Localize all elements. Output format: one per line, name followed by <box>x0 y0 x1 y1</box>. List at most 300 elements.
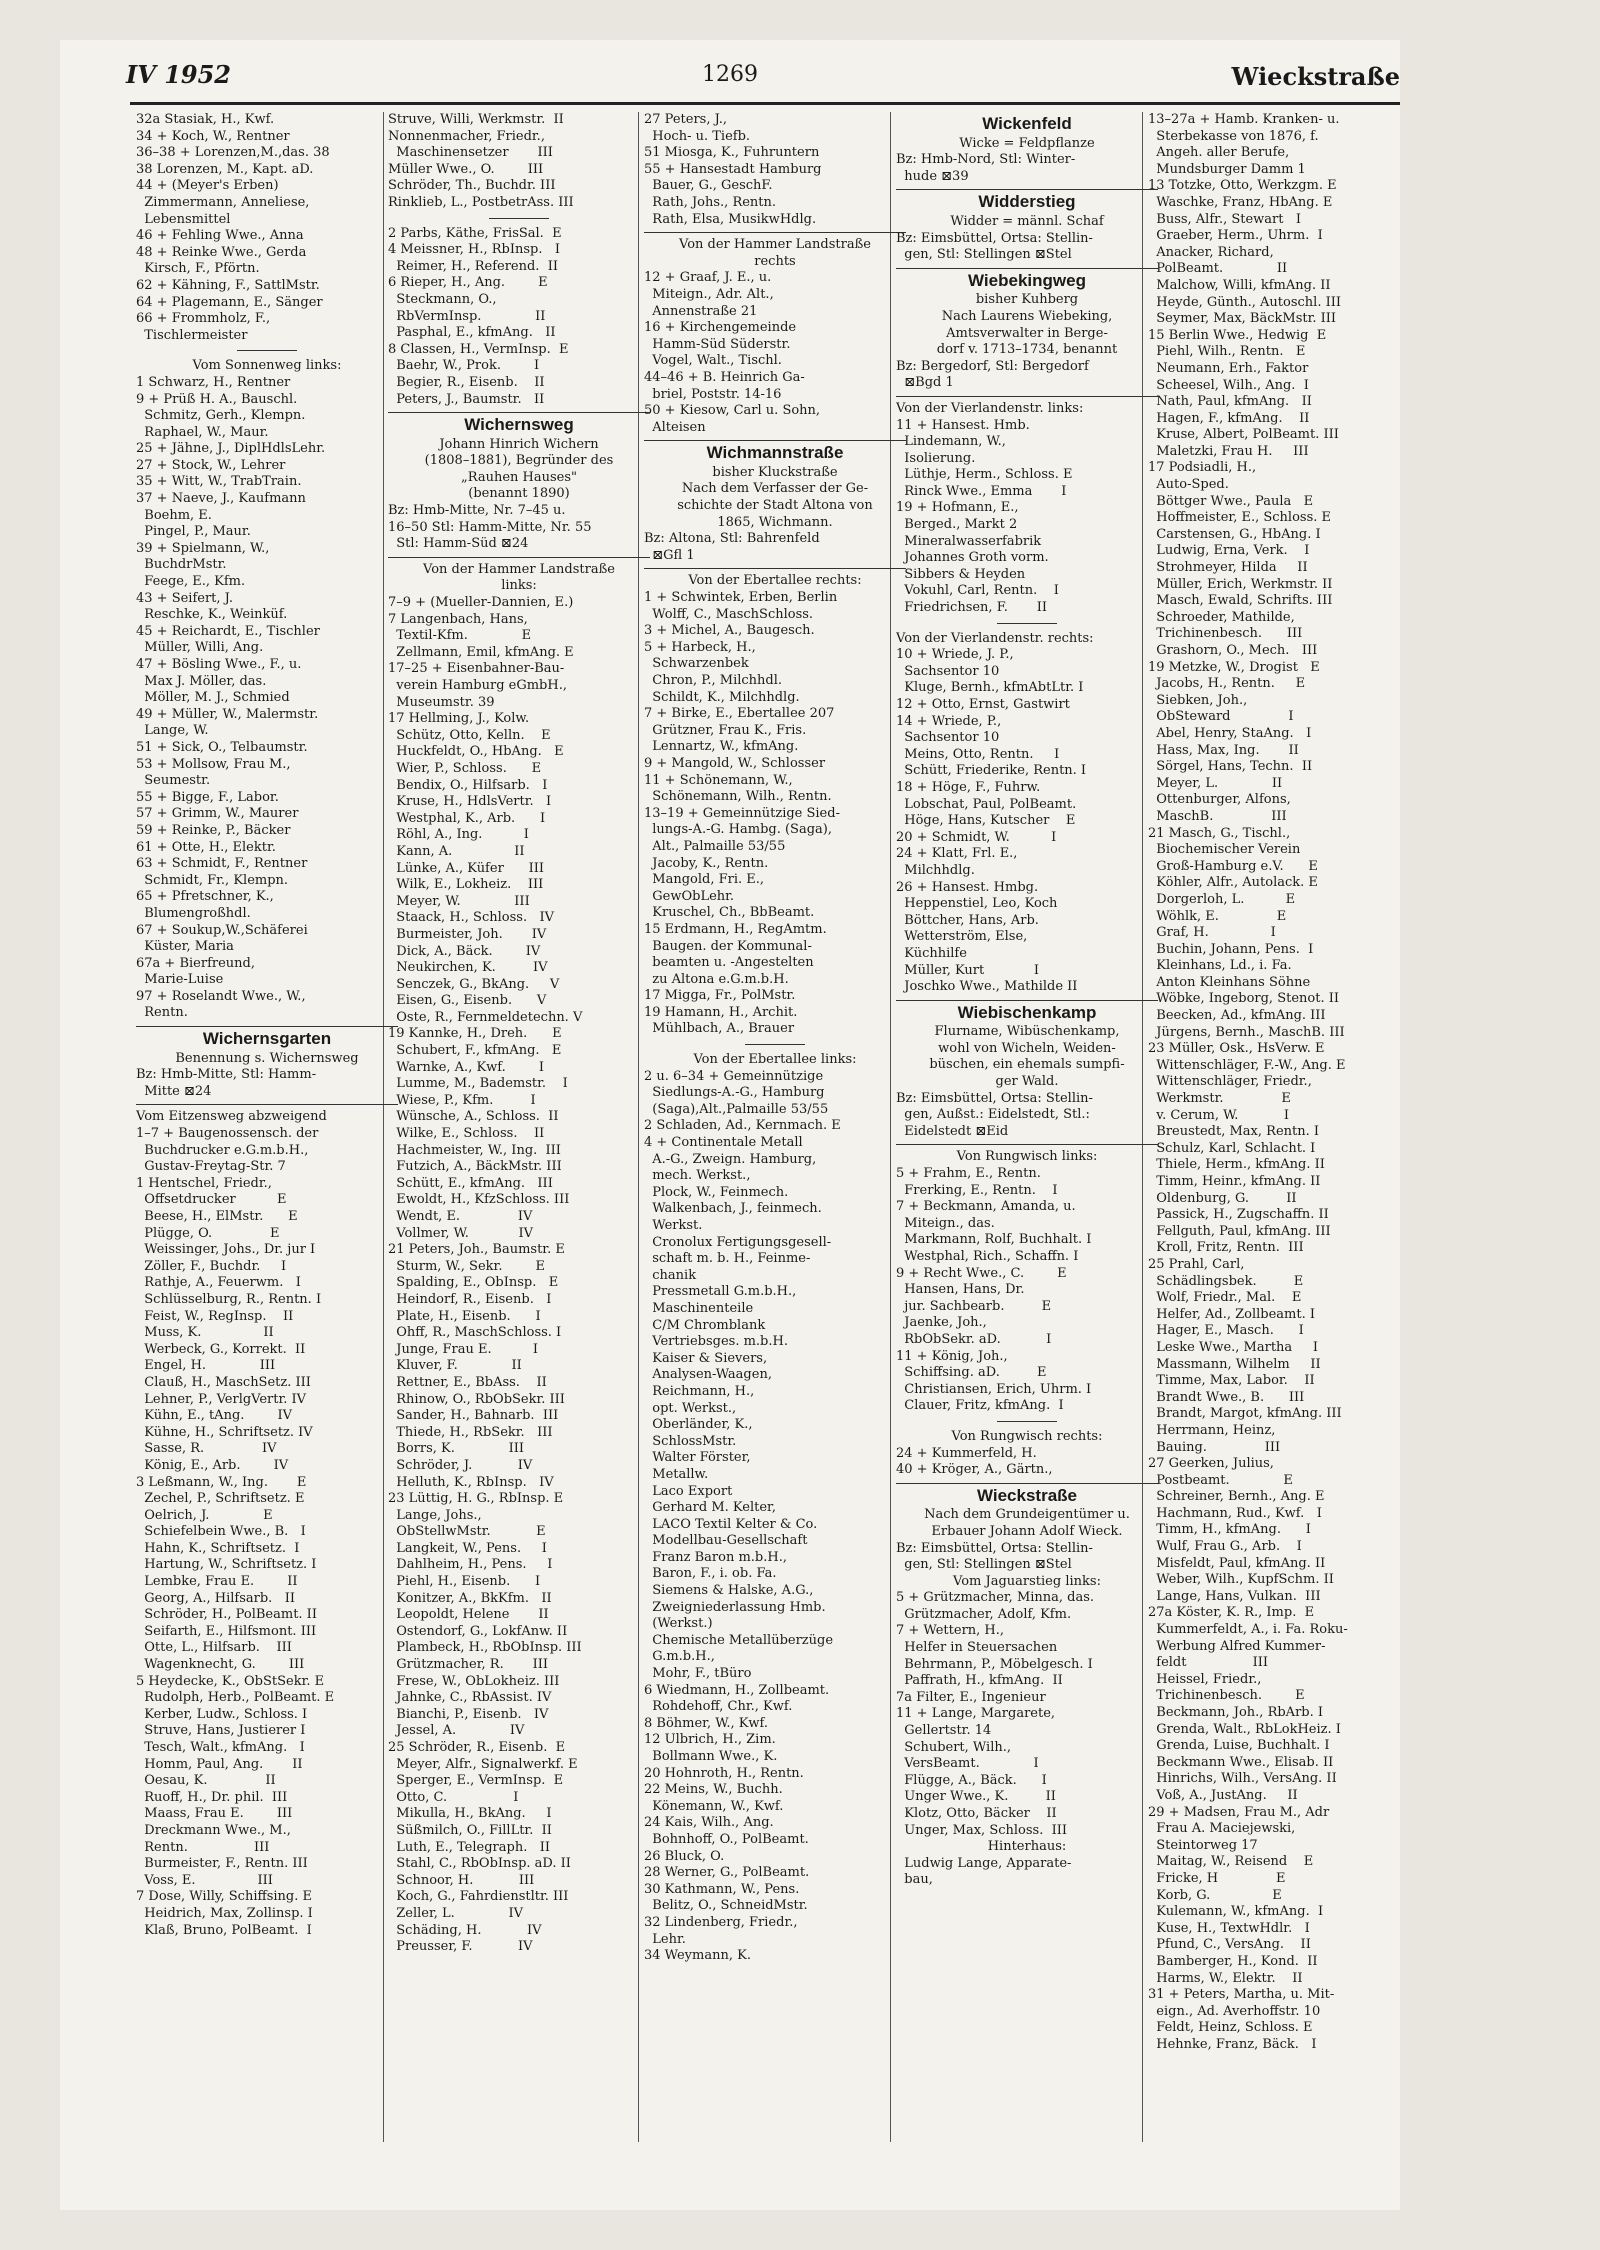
directory-entry: Mangold, Fri. E., <box>644 872 765 888</box>
directory-entry: Unger Wwe., K. II <box>896 1789 1056 1805</box>
directory-entry: Mineralwasserfabrik <box>896 533 1042 549</box>
directory-entry: Joschko Wwe., Mathilde II <box>896 979 1078 995</box>
directory-entry: Weissinger, Johs., Dr. jur I <box>136 1242 316 1258</box>
directory-entry: Struve, Willi, Werkmstr. II <box>388 112 564 127</box>
directory-entry: Flügge, A., Bäck. I <box>896 1772 1047 1788</box>
directory-entry: C/M Chromblank <box>644 1317 766 1333</box>
directory-entry: Jahnke, C., RbAssist. IV <box>388 1690 552 1706</box>
directory-entry: schaft m. b. H., Feinme- <box>644 1251 811 1267</box>
directory-entry: Malchow, Willi, kfmAng. II <box>1148 277 1331 293</box>
directory-entry: opt. Werkst., <box>644 1400 737 1416</box>
directory-entry: 20 Hohnroth, H., Rentn. <box>644 1765 804 1781</box>
directory-entry: 8 Böhmer, W., Kwf. <box>644 1715 769 1731</box>
directory-entry: Ludwig, Erna, Verk. I <box>1148 543 1310 559</box>
directory-entry: Lünke, A., Küfer III <box>388 860 544 876</box>
directory-entry: bau, <box>896 1872 933 1888</box>
directory-entry: Nath, Paul, kfmAng. II <box>1148 394 1312 410</box>
directory-entry: 17 Hellming, J., Kolw. <box>388 711 530 727</box>
directory-entry: Kleinhans, Ld., i. Fa. <box>1148 958 1292 974</box>
directory-entry: chanik <box>644 1267 697 1283</box>
directory-entry: Heissel, Friedr., <box>1148 1671 1262 1687</box>
directory-entry: Ruoff, H., Dr. phil. III <box>136 1789 288 1805</box>
directory-entry: 26 Bluck, O. <box>644 1848 725 1864</box>
section-rule <box>388 412 650 413</box>
directory-entry: Bz: Eimsbüttel, Ortsa: Stellin- <box>896 1540 1093 1556</box>
directory-entry: GewObLehr. <box>644 888 735 904</box>
directory-entry: Rinck Wwe., Emma I <box>896 483 1067 499</box>
directory-entry: Schubert, Wilh., <box>896 1739 1012 1755</box>
directory-entry: Ottenburger, Alfons, <box>1148 792 1291 808</box>
directory-entry: VersBeamt. I <box>896 1756 1039 1772</box>
directory-entry: Bz: Hmb-Mitte, Nr. 7–45 u. <box>388 503 566 519</box>
directory-entry: Maschinensetzer III <box>388 145 553 161</box>
directory-entry: König, E., Arb. IV <box>136 1457 289 1473</box>
directory-entry: 66 + Frommholz, F., <box>136 311 271 327</box>
directory-entry: lungs-A.-G. Hambg. (Saga), <box>644 822 832 838</box>
street-note: Wicke = Feldpflanze <box>959 135 1095 151</box>
directory-entry: Luth, E., Telegraph. II <box>388 1839 551 1855</box>
directory-entry: Oberländer, K., <box>644 1417 753 1433</box>
directory-entry: 5 + Grützmacher, Minna, das. <box>896 1590 1095 1606</box>
directory-entry: Rathje, A., Feuerwm. I <box>136 1275 301 1291</box>
directory-entry: Oelrich, J. E <box>136 1507 273 1523</box>
directory-entry: Frau A. Maciejewski, <box>1148 1821 1296 1837</box>
directory-entry: 32a Stasiak, H., Kwf. <box>136 112 275 127</box>
directory-entry: 13 Totzke, Otto, Werkzgm. E <box>1148 178 1337 194</box>
directory-entry: 7–9 + (Mueller-Dannien, E.) <box>388 595 574 611</box>
directory-entry: Schubert, F., kfmAng. E <box>388 1043 562 1059</box>
street-heading: Wichmannstraße <box>706 443 844 463</box>
directory-entry: 46 + Fehling Wwe., Anna <box>136 228 304 244</box>
street-note: Von Rungwisch links: <box>956 1149 1098 1165</box>
directory-entry: Lindemann, W., <box>896 434 1006 450</box>
directory-entry: Clauß, H., MaschSetz. III <box>136 1374 311 1390</box>
directory-entry: Werkst. <box>644 1218 703 1233</box>
directory-entry: Bauer, G., GeschF. <box>644 178 773 194</box>
directory-entry: Heyde, Günth., Autoschl. III <box>1148 294 1342 310</box>
directory-entry: Schütt, E., kfmAng. III <box>388 1175 553 1191</box>
directory-entry: 21 Peters, Joh., Baumstr. E <box>388 1242 565 1258</box>
directory-entry: Piehl, H., Eisenb. I <box>388 1574 541 1590</box>
directory-entry: Groß-Hamburg e.V. E <box>1148 858 1318 874</box>
street-heading: Wieckstraße <box>976 1485 1077 1505</box>
directory-entry: Nonnenmacher, Friedr., <box>388 128 545 144</box>
directory-entry: 7 + Birke, E., Ebertallee 207 <box>644 706 835 722</box>
street-note: Erbauer Johann Adolf Wieck. <box>931 1523 1123 1539</box>
directory-entry: Brandt, Margot, kfmAng. III <box>1148 1406 1342 1422</box>
directory-entry: 1 + Schwintek, Erben, Berlin <box>644 590 838 606</box>
section-rule <box>644 232 906 233</box>
directory-entry: Klaß, Bruno, PolBeamt. I <box>136 1922 312 1938</box>
directory-entry: Schütz, Otto, Kelln. E <box>388 727 551 743</box>
directory-entry: Plate, H., Eisenb. I <box>388 1308 541 1324</box>
directory-entry: Westphal, K., Arb. I <box>388 810 546 826</box>
directory-entry: Kulemann, W., kfmAng. I <box>1148 1904 1324 1920</box>
header-rule <box>130 102 1400 105</box>
directory-entry: Grashorn, O., Mech. III <box>1148 643 1318 658</box>
directory-entry: Lüthje, Herm., Schloss. E <box>896 467 1073 483</box>
directory-entry: Buchin, Johann, Pens. I <box>1148 941 1314 957</box>
directory-entry: Junge, Frau E. I <box>388 1341 539 1357</box>
directory-entry: Berged., Markt 2 <box>896 517 1018 533</box>
directory-entry: Reimer, H., Referend. II <box>388 258 558 274</box>
directory-entry: Chron, P., Milchhdl. <box>644 673 783 688</box>
directory-entry: G.m.b.H., <box>644 1649 715 1665</box>
section-rule <box>896 189 1158 190</box>
directory-entry: Eidelstedt ⊠Eid <box>896 1123 1009 1139</box>
street-note: Amtsverwalter in Berge- <box>946 325 1108 341</box>
directory-entry: 12 + Otto, Ernst, Gastwirt <box>896 697 1070 712</box>
directory-entry: Buss, Alfr., Stewart I <box>1148 211 1302 227</box>
directory-entry: Westphal, Rich., Schaffn. I <box>896 1249 1079 1264</box>
directory-entry: 18 + Höge, F., Fuhrw. <box>896 779 1041 795</box>
directory-entry: ObSteward I <box>1148 709 1294 725</box>
street-note: dorf v. 1713–1734, benannt <box>936 342 1118 358</box>
street-note: Flurname, Wibüschenkamp, <box>934 1024 1120 1040</box>
directory-entry: Rath, Johs., Rentn. <box>644 194 777 210</box>
directory-entry: Boehm, E. <box>136 507 212 523</box>
directory-entry: 45 + Reichardt, E., Tischler <box>136 623 320 639</box>
directory-entry: 1 Hentschel, Friedr., <box>136 1175 272 1191</box>
directory-entry: Grützmacher, Adolf, Kfm. <box>896 1606 1072 1622</box>
directory-entry: Hinrichs, Wilh., VersAng. II <box>1148 1771 1337 1787</box>
directory-entry: Zeller, L. IV <box>388 1905 524 1921</box>
directory-entry: 26 + Hansest. Hmbg. <box>896 879 1039 895</box>
directory-entry: Raphael, W., Maur. <box>136 424 269 440</box>
directory-entry: Kruse, Albert, PolBeamt. III <box>1148 427 1339 443</box>
directory-entry: gen, Außst.: Eidelstedt, Stl.: <box>896 1107 1090 1123</box>
directory-entry: Hartung, W., Schriftsetz. I <box>136 1557 317 1573</box>
directory-entry: Abel, Henry, StaAng. I <box>1148 725 1312 741</box>
directory-entry: Anton Kleinhans Söhne <box>1148 974 1311 990</box>
directory-entry: 40 + Kröger, A., Gärtn., <box>896 1462 1053 1478</box>
directory-entry: Baugen. der Kommunal- <box>644 938 812 954</box>
directory-entry: beamten u. -Angestelten <box>644 955 814 971</box>
street-note: (1808–1881), Begründer des <box>424 453 614 469</box>
directory-entry: 24 + Klatt, Frl. E., <box>896 846 1018 862</box>
directory-entry: Jürgens, Bernh., MaschB. III <box>1148 1024 1345 1040</box>
directory-entry: Trichinenbesch. III <box>1148 626 1303 642</box>
street-note: (benannt 1890) <box>468 486 570 502</box>
directory-entry: Hoffmeister, E., Schloss. E <box>1148 510 1332 526</box>
directory-entry: briel, Poststr. 14-16 <box>644 386 782 402</box>
directory-entry: Eisen, G., Eisenb. V <box>388 993 547 1009</box>
directory-entry: Meins, Otto, Rentn. I <box>896 746 1060 762</box>
directory-entry: 55 + Hansestadt Hamburg <box>644 161 822 177</box>
directory-entry: Leopoldt, Helene II <box>388 1607 549 1623</box>
street-note: Von der Ebertallee links: <box>693 1052 857 1068</box>
directory-entry: Lange, Hans, Vulkan. III <box>1148 1588 1321 1604</box>
street-note: büschen, ein ehemals sumpfi- <box>929 1057 1125 1073</box>
directory-entry: Bollmann Wwe., K. <box>644 1749 778 1764</box>
directory-entry: Waschke, Franz, HbAng. E <box>1148 194 1333 210</box>
directory-entry: Vertriebsges. m.b.H. <box>644 1334 788 1350</box>
directory-entry: Seumestr. <box>136 773 211 789</box>
directory-entry: Korb, G. E <box>1148 1887 1282 1903</box>
section-rule <box>644 568 906 569</box>
directory-entry: Zöller, F., Buchdr. I <box>136 1258 287 1274</box>
directory-entry: Pressmetall G.m.b.H., <box>644 1284 797 1300</box>
directory-entry: Böttger Wwe., Paula E <box>1148 493 1314 509</box>
directory-entry: Schröder, Th., Buchdr. III <box>388 178 556 194</box>
directory-entry: 5 Heydecke, K., ObStSekr. E <box>136 1673 325 1689</box>
directory-entry: Schiefelbein Wwe., B. I <box>136 1524 306 1540</box>
directory-entry: Baehr, W., Prok. I <box>388 358 540 374</box>
directory-entry: Jessel, A. IV <box>388 1723 525 1739</box>
street-note: Von der Hammer Landstraße <box>423 561 615 577</box>
separator <box>237 350 297 351</box>
directory-entry: Möller, M. J., Schmied <box>136 690 290 706</box>
directory-entry: Höge, Hans, Kutscher E <box>896 813 1076 829</box>
directory-column-5 <box>1148 112 1410 2142</box>
directory-entry: Steintorweg 17 <box>1148 1837 1258 1853</box>
directory-entry: Mühlbach, A., Brauer <box>644 1021 795 1037</box>
street-note: Von der Hammer Landstraße <box>679 237 871 253</box>
street-note: „Rauhen Hauses" <box>461 469 577 485</box>
directory-entry: ⊠Gfl 1 <box>644 547 695 563</box>
directory-entry: Zellmann, Emil, kfmAng. E <box>388 644 574 660</box>
directory-entry: Ewoldt, H., KfzSchloss. III <box>388 1192 570 1208</box>
directory-entry: ⊠Bgd 1 <box>896 375 954 391</box>
directory-entry: Siebken, Joh., <box>1148 692 1248 708</box>
directory-entry: Homm, Paul, Ang. II <box>136 1756 303 1772</box>
directory-entry: Grützmacher, R. III <box>388 1657 549 1673</box>
directory-entry: Rettner, E., BbAss. II <box>388 1374 547 1390</box>
directory-entry: Chemische Metallüberzüge <box>644 1632 834 1648</box>
directory-entry: Schlüsselburg, R., Rentn. I <box>136 1291 322 1307</box>
directory-entry: Rhinow, O., RbObSekr. III <box>388 1391 565 1407</box>
directory-entry: Wulf, Frau G., Arb. I <box>1148 1539 1302 1555</box>
directory-entry: Meyer, L. II <box>1148 775 1283 791</box>
directory-entry: Neukirchen, K. IV <box>388 960 548 976</box>
directory-entry: Hansen, Hans, Dr. <box>896 1282 1025 1298</box>
directory-entry: Heidrich, Max, Zollinsp. I <box>136 1905 313 1921</box>
directory-entry: 13–19 + Gemeinnützige Sied- <box>644 805 840 821</box>
directory-entry: 35 + Witt, W., TrabTrain. <box>136 474 302 490</box>
directory-entry: Schädlingsbek. E <box>1148 1273 1304 1289</box>
directory-entry: 8 Classen, H., VermInsp. E <box>388 341 569 357</box>
directory-entry: Schäding, H. IV <box>388 1922 542 1938</box>
directory-entry: 19 Hamann, H., Archit. <box>644 1004 798 1020</box>
directory-entry: Ludwig Lange, Apparate- <box>896 1855 1072 1871</box>
directory-entry: 19 + Hofmann, E., <box>896 500 1019 516</box>
directory-entry: Helluth, K., RbInsp. IV <box>388 1474 554 1490</box>
directory-entry: Rudolph, Herb., PolBeamt. E <box>136 1690 335 1706</box>
directory-column-2 <box>388 112 650 2142</box>
section-rule <box>136 1026 398 1027</box>
directory-entry: Siedlungs-A.-G., Hamburg <box>644 1085 825 1101</box>
directory-entry: Lehr. <box>644 1931 686 1947</box>
directory-entry: Otto, C. I <box>388 1789 519 1805</box>
directory-entry: Rath, Elsa, MusikwHdlg. <box>644 211 817 227</box>
directory-entry: Vogel, Walt., Tischl. <box>644 353 782 369</box>
directory-entry: Miteign., Adr. Alt., <box>644 286 774 302</box>
directory-entry: Schmitz, Gerh., Klempn. <box>136 408 306 424</box>
directory-entry: Scheesel, Wilh., Ang. I <box>1148 377 1309 393</box>
directory-column-1 <box>136 112 398 2142</box>
directory-entry: Hahn, K., Schriftsetz. I <box>136 1540 300 1556</box>
directory-entry: Jaenke, Joh., <box>896 1315 987 1331</box>
directory-entry: Schwarzenbek <box>644 656 749 672</box>
directory-entry: Müller Wwe., O. III <box>388 161 544 177</box>
directory-entry: 5 + Harbeck, H., <box>644 639 756 655</box>
directory-entry: Behrmann, P., Möbelgesch. I <box>896 1656 1093 1672</box>
directory-entry: 19 Kannke, H., Dreh. E <box>388 1026 562 1042</box>
directory-entry: Dreckmann Wwe., M., <box>136 1822 291 1838</box>
directory-entry: Frerking, E., Rentn. I <box>896 1182 1058 1198</box>
directory-entry: Hehnke, Franz, Bäck. I <box>1148 2036 1317 2052</box>
directory-entry: 27 Geerken, Julius, <box>1148 1456 1274 1472</box>
directory-entry: Rentn. III <box>136 1839 270 1855</box>
directory-entry: Seymer, Max, BäckMstr. III <box>1148 311 1337 327</box>
directory-entry: Pfund, C., VersAng. II <box>1148 1937 1311 1953</box>
directory-entry: 17 Podsiadli, H., <box>1148 460 1257 476</box>
directory-entry: Böttcher, Hans, Arb. <box>896 912 1039 928</box>
directory-entry: Piehl, Wilh., Rentn. E <box>1148 344 1306 360</box>
directory-entry: Neumann, Erh., Faktor <box>1148 360 1309 376</box>
directory-entry: Kluge, Bernh., kfmAbtLtr. I <box>896 680 1084 696</box>
directory-entry: BuchdrMstr. <box>136 557 227 573</box>
section-rule <box>644 440 906 441</box>
directory-entry: (Saga),Alt.,Palmaille 53/55 <box>644 1101 829 1117</box>
directory-entry: 3 + Michel, A., Baugesch. <box>644 623 815 639</box>
directory-entry: Helfer in Steuersachen <box>896 1640 1058 1656</box>
directory-entry: Schiffsing. aD. E <box>896 1365 1047 1381</box>
directory-entry: Hoch- u. Tiefb. <box>644 128 751 144</box>
directory-entry: Lumme, M., Bademstr. I <box>388 1076 568 1092</box>
directory-entry: 12 Ulbrich, H., Zim. <box>644 1732 776 1748</box>
directory-entry: Harms, W., Elektr. II <box>1148 1970 1303 1986</box>
street-note: Von Rungwisch rechts: <box>951 1428 1103 1444</box>
directory-entry: Oesau, K. II <box>136 1773 276 1789</box>
directory-entry: 7 Dose, Willy, Schiffsing. E <box>136 1889 313 1905</box>
directory-entry: 51 Miosga, K., Fuhruntern <box>644 145 820 161</box>
directory-entry: Peters, J., Baumstr. II <box>388 391 545 407</box>
street-note: bisher Kuhberg <box>975 292 1079 308</box>
directory-entry: Bamberger, H., Kond. II <box>1148 1953 1318 1969</box>
directory-entry: Küster, Maria <box>136 939 234 955</box>
directory-entry: Köhler, Alfr., Autolack. E <box>1148 875 1318 891</box>
directory-entry: 20 + Schmidt, W. I <box>896 829 1057 845</box>
directory-entry: 65 + Pfretschner, K., <box>136 889 274 905</box>
directory-entry: Georg, A., Hilfsarb. II <box>136 1590 295 1606</box>
directory-entry: 97 + Roselandt Wwe., W., <box>136 988 306 1004</box>
directory-entry: Postbeamt. E <box>1148 1472 1293 1488</box>
directory-entry: Gerhard M. Kelter, <box>644 1500 776 1516</box>
directory-entry: Fellguth, Paul, kfmAng. III <box>1148 1223 1331 1239</box>
directory-entry: Mundsburger Damm 1 <box>1148 161 1306 177</box>
directory-entry: Struve, Hans, Justierer I <box>136 1723 306 1739</box>
directory-entry: Anacker, Richard, <box>1148 244 1274 260</box>
street-note: bisher Kluckstraße <box>712 464 838 480</box>
directory-entry: Koch, G., Fahrdienstltr. III <box>388 1889 569 1905</box>
directory-entry: 11 + Schönemann, W., <box>644 772 793 788</box>
directory-entry: Meyer, Alfr., Signalwerkf. E <box>388 1756 578 1772</box>
street-heading: Wichernsweg <box>464 415 574 435</box>
directory-entry: Wolff, C., MaschSchloss. <box>644 606 814 622</box>
directory-entry: Spalding, E., ObInsp. E <box>388 1275 559 1291</box>
directory-entry: Kann, A. II <box>388 843 525 859</box>
directory-entry: Wünsche, A., Schloss. II <box>388 1109 559 1125</box>
directory-entry: Steckmann, O., <box>388 291 497 307</box>
directory-entry: Kuse, H., TextwHdlr. I <box>1148 1920 1310 1936</box>
directory-entry: Lehner, P., VerlgVertr. IV <box>136 1391 307 1407</box>
directory-entry: Belitz, O., SchneidMstr. <box>644 1898 808 1914</box>
directory-entry: Kühne, H., Schriftsetz. IV <box>136 1424 313 1440</box>
street-note: wohl von Wicheln, Weiden- <box>938 1040 1116 1056</box>
directory-entry: Bz: Bergedorf, Stl: Bergedorf <box>896 358 1089 374</box>
directory-entry: Kruschel, Ch., BbBeamt. <box>644 905 815 921</box>
directory-entry: 21 Masch, G., Tischl., <box>1148 825 1291 841</box>
directory-entry: Sachsentor 10 <box>896 730 1000 746</box>
directory-entry: Bauing. III <box>1148 1439 1281 1455</box>
directory-entry: Werkmstr. E <box>1148 1091 1291 1107</box>
directory-entry: 7 Langenbach, Hans, <box>388 611 528 627</box>
directory-entry: Müller, Kurt I <box>896 962 1039 978</box>
directory-entry: Burmeister, Joh. IV <box>388 926 547 942</box>
directory-entry: 44–46 + B. Heinrich Ga- <box>644 369 805 385</box>
directory-entry: 49 + Müller, W., Malermstr. <box>136 706 319 722</box>
separator <box>745 1044 805 1045</box>
directory-entry: 4 Meissner, H., RbInsp. I <box>388 242 561 258</box>
directory-entry: Hachmeister, W., Ing. III <box>388 1142 561 1158</box>
directory-entry: Grenda, Walt., RbLokHeiz. I <box>1148 1721 1341 1737</box>
directory-entry: 7 + Wettern, H., <box>896 1623 1005 1639</box>
directory-entry: Begier, R., Eisenb. II <box>388 374 545 390</box>
directory-entry: Thiede, H., RbSekr. III <box>388 1424 553 1440</box>
directory-entry: Lennartz, W., kfmAng. <box>644 739 799 755</box>
directory-entry: Vom Eitzensweg abzweigend <box>136 1109 327 1125</box>
street-note: ger Wald. <box>995 1074 1059 1090</box>
directory-entry: Müller, Willi, Ang. <box>136 640 264 656</box>
street-heading: Wiebischenkamp <box>957 1002 1097 1022</box>
directory-entry: Kroll, Fritz, Rentn. III <box>1148 1240 1304 1256</box>
directory-entry: Textil-Kfm. E <box>388 628 532 644</box>
directory-entry: Seifarth, E., Hilfsmont. III <box>136 1623 317 1639</box>
directory-entry: Bz: Eimsbüttel, Ortsa: Stellin- <box>896 230 1093 246</box>
street-note: rechts <box>754 253 796 269</box>
page-header <box>60 60 1400 100</box>
directory-entry: 17 Migga, Fr., PolMstr. <box>644 988 796 1004</box>
directory-entry: Siemens & Halske, A.G., <box>644 1583 814 1599</box>
directory-entry: Sasse, R. IV <box>136 1441 277 1457</box>
directory-entry: Wagenknecht, G. III <box>136 1657 305 1673</box>
directory-entry: Rentn. <box>136 1005 188 1021</box>
directory-entry: Paffrath, H., kfmAng. II <box>896 1673 1063 1689</box>
directory-entry: Plambeck, H., RbObInsp. III <box>388 1640 582 1656</box>
street-note: Nach Laurens Wiebeking, <box>941 308 1113 324</box>
directory-entry: Hagen, F., kfmAng. II <box>1148 410 1310 426</box>
directory-entry: 9 + Prüß H. A., Bauschl. <box>136 391 298 407</box>
directory-entry: Mikulla, H., BkAng. I <box>388 1806 552 1822</box>
running-title: Wieckstraße <box>1231 62 1400 91</box>
street-note: Johann Hinrich Wichern <box>439 436 599 452</box>
directory-entry: Schröder, H., PolBeamt. II <box>136 1607 317 1623</box>
directory-entry: MaschB. III <box>1148 808 1287 824</box>
directory-entry: Carstensen, G., HbAng. I <box>1148 526 1321 542</box>
directory-entry: 25 Schröder, R., Eisenb. E <box>388 1740 566 1755</box>
directory-entry: Bz: Hmb-Nord, Stl: Winter- <box>896 152 1076 168</box>
directory-entry: Vollmer, W. IV <box>388 1225 534 1241</box>
directory-entry: Sander, H., Bahnarb. III <box>388 1408 559 1424</box>
directory-entry: A.-G., Zweign. Hamburg, <box>644 1151 817 1167</box>
directory-entry: Auto-Sped. <box>1148 477 1229 493</box>
separator <box>997 623 1057 624</box>
directory-entry: hude ⊠39 <box>896 168 969 184</box>
directory-entry: 27 + Stock, W., Lehrer <box>136 457 286 473</box>
street-note: Vom Jaguarstieg links: <box>953 1573 1101 1589</box>
directory-column-3 <box>644 112 906 2142</box>
